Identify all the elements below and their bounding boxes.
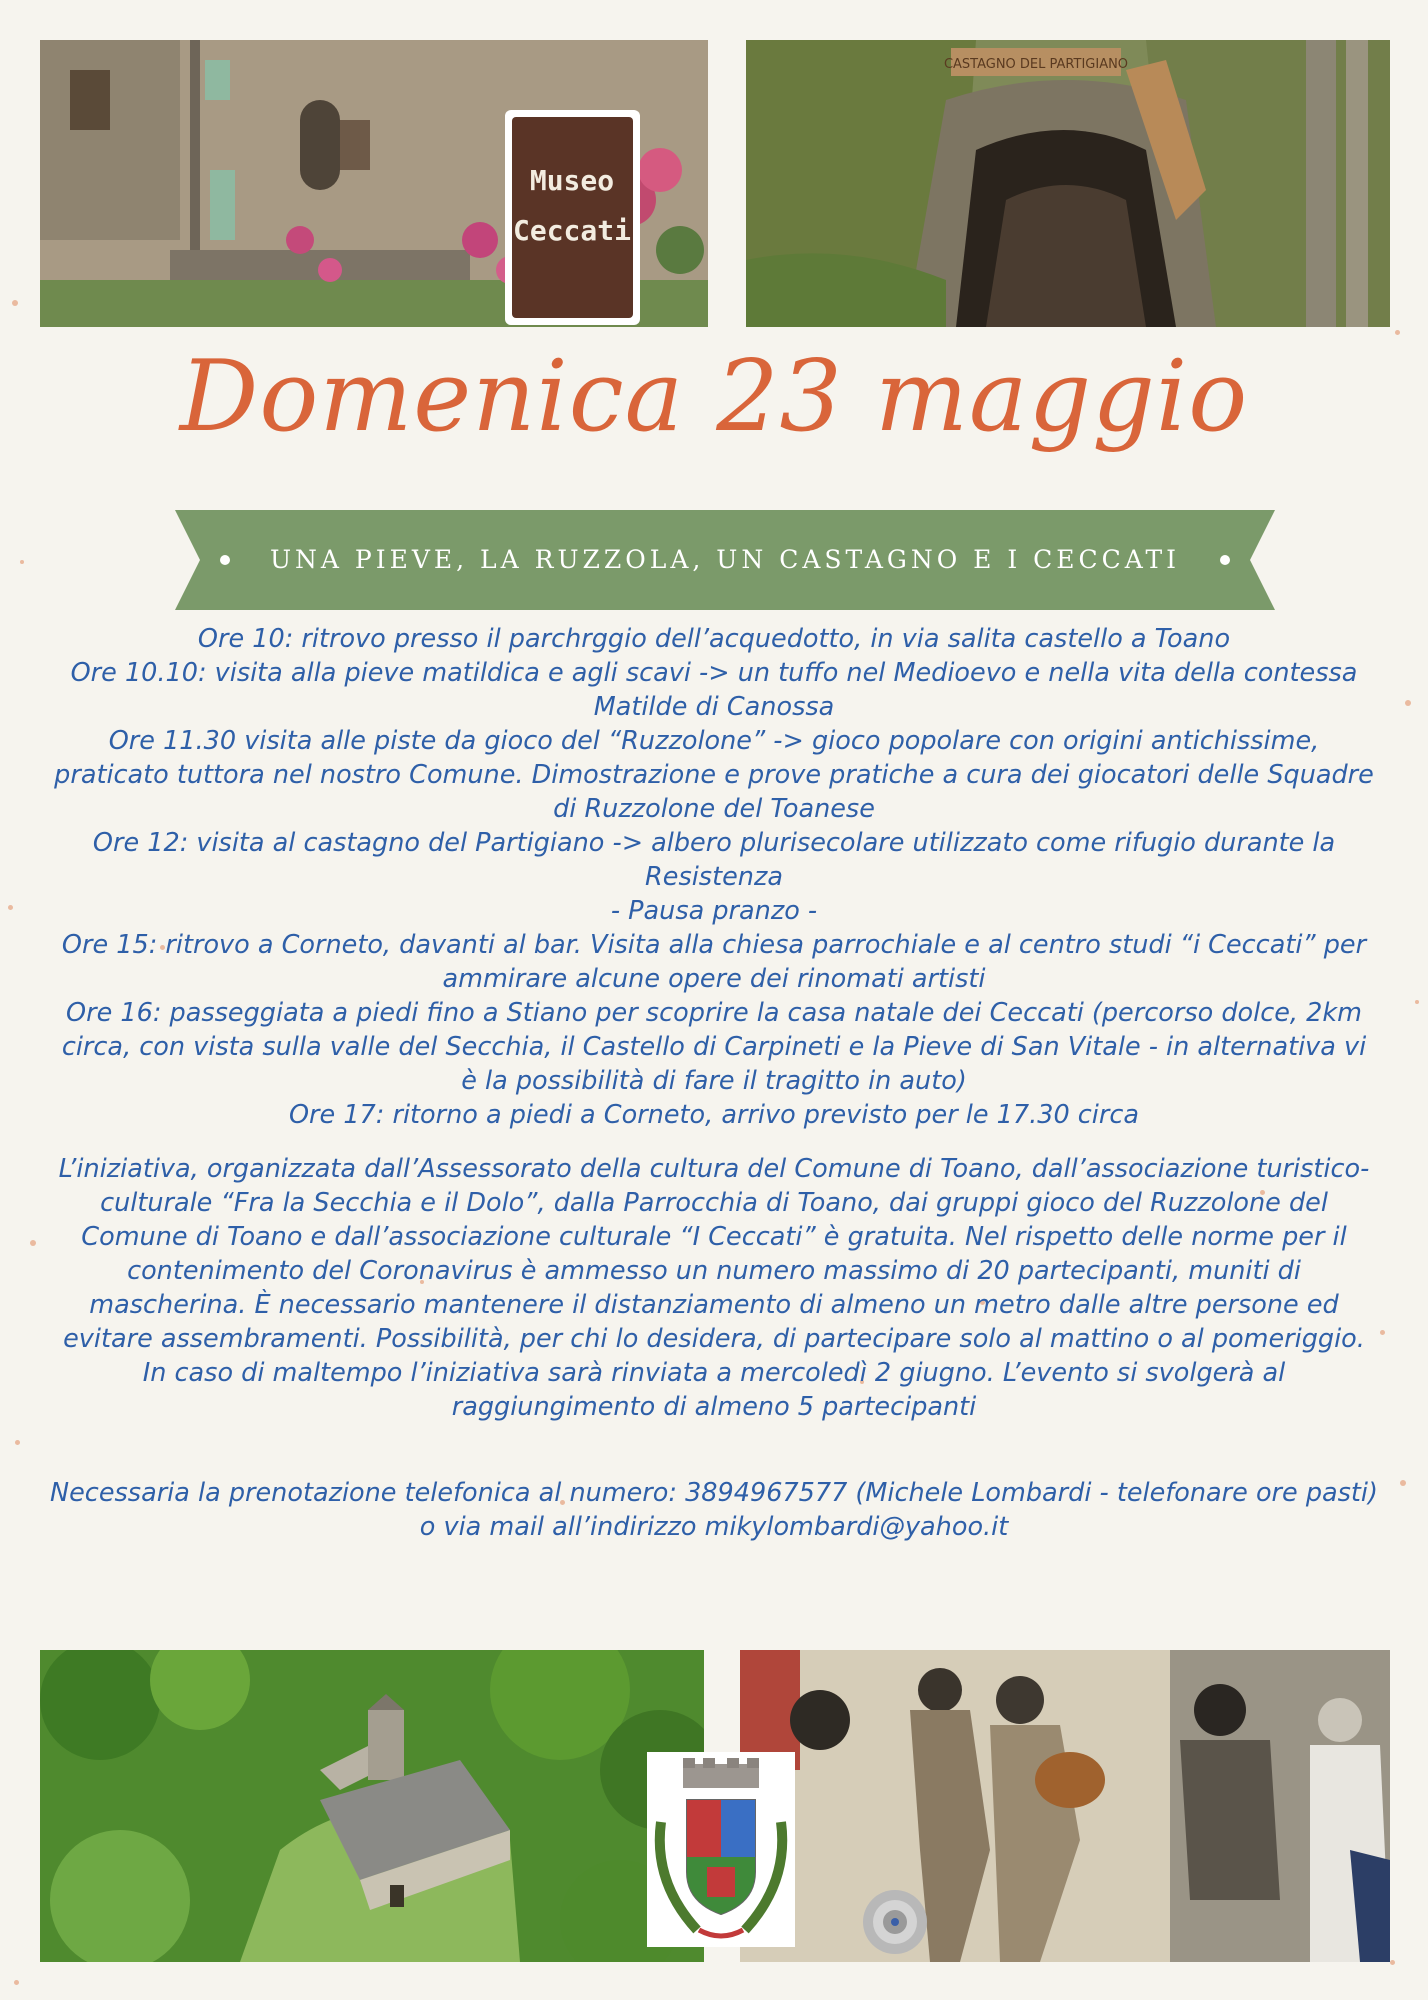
event-title: Domenica 23 maggio [179, 340, 1249, 454]
schedule-item: Ore 17: ritorno a piedi a Corneto, arrivo previsto per le 17.30 circa [288, 1100, 1140, 1130]
schedule [50, 622, 1378, 1132]
museum-sign-line1: Museo [529, 164, 615, 197]
schedule-item: Ore 16: passeggiata a piedi fino a Stiano per scoprire la casa natale dei Ceccati (percorso dolce, 2km circa, con vista sulla valle del Secchia, il Castello di Carpineti e la Pieve di San Vitale - in alternativa vi è la possibilità di fare il tragitto in auto) [61, 998, 1367, 1096]
ruzzolone-photo [740, 1650, 1390, 1962]
tree-sign: CASTAGNO DEL PARTIGIANO [943, 57, 1129, 72]
castagno-photo [746, 40, 1390, 327]
museum-sign-line2: Ceccati [512, 214, 632, 247]
subtitle: UNA PIEVE, LA RUZZOLA, UN CASTAGNO E I CECCATI [269, 545, 1181, 574]
schedule-item: Ore 10.10: visita alla pieve matildica e agli scavi -> un tuffo nel Medioevo e nella vita della contessa Matilde di Canossa [70, 658, 1358, 722]
schedule-item: - Pausa pranzo - [610, 896, 818, 926]
booking-text: Necessaria la prenotazione telefonica al numero: 3894967577 (Michele Lombardi - telefonare ore pasti) o via mail all’indirizzo mikylombardi@yahoo.it [50, 1478, 1378, 1542]
schedule-item: Ore 10: ritrovo presso il parchrggio dell’acquedotto, in via salita castello a Toano [197, 624, 1231, 654]
info-paragraph [50, 1152, 1378, 1424]
schedule-item: Ore 11.30 visita alle piste da gioco del “Ruzzolone” -> gioco popolare con origini antichissime, praticato tuttora nel nostro Comune. Dimostrazione e prove pratiche a cura dei giocatori delle Squadre di Ruzzolone del Toanese [54, 726, 1374, 824]
info-text: L’iniziativa, organizzata dall’Assessorato della cultura del Comune di Toano, dall’associazione turistico-culturale “Fra la Secchia e il Dolo”, dalla Parrocchia di Toano, dai gruppi gioco del Ruzzolone del Comune di Toano e dall’associazione culturale “I Ceccati” è gratuita. Nel rispetto delle norme per il contenimento del Coronavirus è ammesso un numero massimo di 20 partecipanti, muniti di mascherina. È necessario mantenere il distanziamento di almeno un metro dalle altre persone ed evitare assembramenti. Possibilità, per chi lo desidera, di partecipare solo al mattino o al pomeriggio. In caso di maltempo l’iniziativa sarà rinviata a mercoledì 2 giugno. L’evento si svolgerà al raggiungimento di almeno 5 partecipanti [58, 1154, 1370, 1422]
booking-paragraph [50, 1476, 1378, 1544]
pieve-aerial-photo [40, 1650, 704, 1962]
schedule-item: Ore 15: ritrovo a Corneto, davanti al bar. Visita alla chiesa parrochiale e al centro studi “i Ceccati” per ammirare alcune opere dei rinomati artisti [61, 930, 1367, 994]
museo-ceccati-photo [40, 40, 708, 327]
coat-of-arms-logo [647, 1752, 795, 1947]
schedule-item: Ore 12: visita al castagno del Partigiano -> albero plurisecolare utilizzato come rifugio durante la Resistenza [92, 828, 1336, 892]
